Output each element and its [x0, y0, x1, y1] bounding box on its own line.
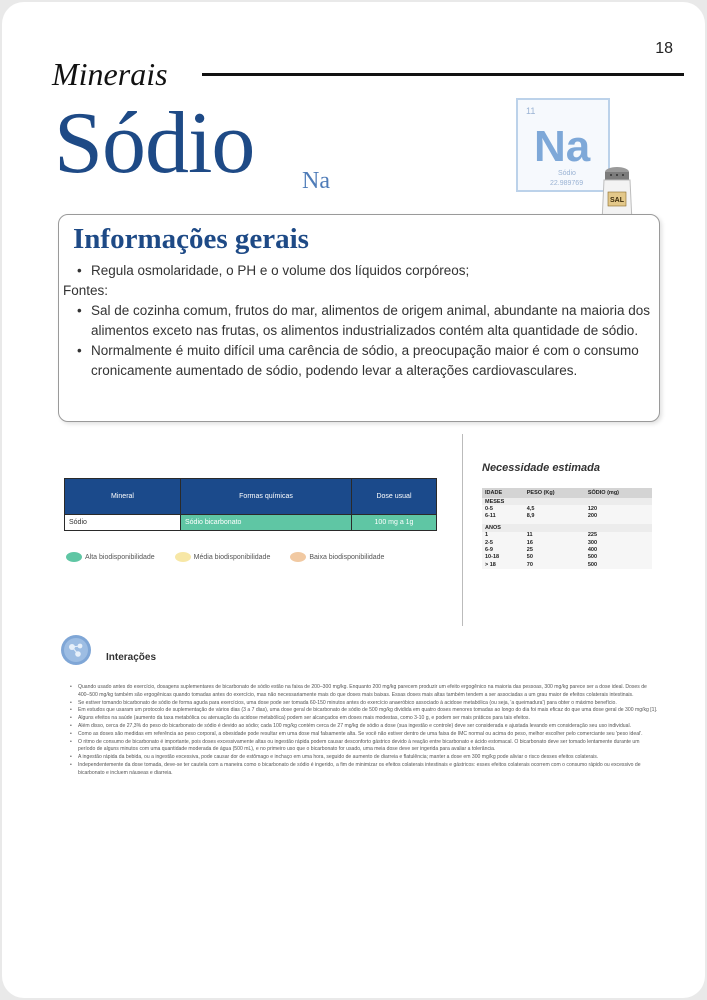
table-row — [482, 505, 652, 512]
legend-swatch — [175, 552, 191, 562]
list-item: • Além disso, cerca de 27,3% do peso do bicarbonato de sódio é devido ao sódio; cada 100 mg/kg contém cerca de 27 mg/kg de sódio a dose (sua ingestão e controle) deve ser considerada e ajustada levando em consideração seu uso individual. — [68, 723, 658, 731]
table-cell: 2-5 — [482, 539, 524, 546]
table-cell: 50 — [524, 554, 585, 561]
table-row — [482, 554, 652, 561]
table-row — [482, 561, 652, 568]
table-cell: 225 — [585, 532, 652, 539]
table-cell: 400 — [585, 546, 652, 553]
list-item: • Em estudos que usaram um protocolo de suplementação de vários dias (3 a 7 dias), uma dose geral de bicarbonato de sódio de 500 mg/kg dividida em quatro doses menores tomadas ao longo do dia foi mais eficaz do que uma dose geral de 300 mg/kg [1]. — [68, 707, 658, 715]
list-item: • Se estiver tomando bicarbonato de sódio de forma aguda para exercícios, uma dose pode ser tomada 60-150 minutos antes do exercício anaeróbico associado à acidose metabólica (ou seja, 'a queimadura') para obter o máximo benefício. — [68, 700, 658, 708]
fontes-bullet: • Sal de cozinha comum, frutos do mar, alimentos de origem animal, abundante na maioria dos alimentos exceto nas frutas, os alimentos industrializados contém alta quantidade de sódio. — [63, 301, 655, 341]
group-label: MESES — [482, 498, 652, 505]
table-cell: 11 — [524, 532, 585, 539]
table-row — [482, 539, 652, 546]
table-cell: 100 mg a 1g — [352, 515, 437, 531]
table-cell: Sódio bicarbonato — [181, 515, 352, 531]
table-cell: Sódio — [65, 515, 181, 531]
header-rule — [202, 73, 684, 76]
table-cell: 500 — [585, 554, 652, 561]
table-cell: 120 — [585, 505, 652, 512]
table-row — [482, 546, 652, 553]
table-cell: 10-18 — [482, 554, 524, 561]
periodic-element-tile — [516, 98, 610, 192]
legend-item — [175, 552, 271, 562]
table-header: Dose usual — [352, 479, 437, 515]
table-header: Mineral — [65, 479, 181, 515]
element-atomic-mass: 22.989769 — [550, 180, 584, 187]
legend-swatch — [66, 552, 82, 562]
info-title: Informações gerais — [73, 223, 309, 255]
salt-jar-label: SAL — [610, 197, 624, 204]
table-cell: 6-9 — [482, 546, 524, 553]
molecule-icon — [60, 634, 92, 666]
list-item: • Alguns efeitos na saúde (aumento da taxa metabólica ou atenuação da acidose metabólica) podem ser alcançados em doses mais modestas, como 3-10 g, e podem ser mais práticos para tais efeitos. — [68, 715, 658, 723]
element-atomic-number: 11 — [526, 106, 536, 116]
table-row — [482, 513, 652, 520]
vertical-divider — [462, 434, 463, 626]
table-header: PESO (Kg) — [524, 488, 585, 498]
element-symbol-subscript: Na — [302, 168, 330, 194]
list-item: • Independentemente da dose tomada, deve-se ter cautela com a maneira como o bicarbonato de sódio é ingerido, a fim de minimizar os efeitos colaterais intestinais e gástricos: esses efeitos colaterais ocorrem com o consumo rápido ou excessivo de bicarbonato e incluem náuseas e diarreia. — [68, 762, 658, 778]
table-cell: 25 — [524, 546, 585, 553]
legend-item — [66, 552, 155, 562]
fontes-bullet: • Normalmente é muito difícil uma carência de sódio, a preocupação maior é com o consumo cronicamente aumentado de sódio, podendo levar a alterações cardiovasculares. — [63, 341, 655, 381]
list-item: • A ingestão rápida da bebida, ou a ingestão excessiva, pode causar dor de estômago e inchaço em uma hora, seguido de aumento de diarreia e flatulência; manter a dose em 300 mg/kg pode aliviar o risco desses efeitos colaterais. — [68, 754, 658, 762]
table-row — [65, 515, 437, 531]
fontes-label: Fontes: — [63, 283, 109, 298]
interactions-list — [68, 684, 658, 778]
legend-label: Média biodisponibilidade — [193, 553, 271, 561]
table-cell: 1 — [482, 532, 524, 539]
info-bullet: • Regula osmolaridade, o PH e o volume dos líquidos corpóreos; — [63, 261, 655, 281]
table-row — [482, 532, 652, 539]
table-cell: 200 — [585, 513, 652, 520]
need-title: Necessidade estimada — [482, 462, 601, 474]
group-label: ANOS — [482, 524, 652, 531]
table-header: SÓDIO (mg) — [585, 488, 652, 498]
bioavailability-legend — [66, 552, 384, 562]
legend-item — [290, 552, 384, 562]
table-cell: 6-11 — [482, 513, 524, 520]
legend-label: Baixa biodisponibilidade — [309, 553, 385, 561]
table-cell: 8,9 — [524, 513, 585, 520]
table-cell: 300 — [585, 539, 652, 546]
table-cell: 16 — [524, 539, 585, 546]
chemical-forms-table — [64, 478, 437, 531]
table-cell: 70 — [524, 561, 585, 568]
section-label: Minerais — [52, 56, 168, 92]
table-cell: 500 — [585, 561, 652, 568]
table-cell: 4,5 — [524, 505, 585, 512]
table-header: IDADE — [482, 488, 524, 498]
element-symbol: Na — [534, 122, 591, 171]
interactions-title: Interações — [106, 652, 157, 663]
legend-label: Alta biodisponibilidade — [85, 553, 155, 561]
table-cell: 0-5 — [482, 505, 524, 512]
table-header: Formas químicas — [181, 479, 352, 515]
document-page — [2, 2, 705, 998]
info-body — [63, 261, 655, 381]
list-item: • Como as doses são medidas em referência ao peso corporal, a obesidade pode resultar em uma dose mal falsamente alta. Se você não estiver dentro de uma faixa de IMC normal ou acima do peso, melhor escolher pelo comerciante seu 'peso ideal'. — [68, 731, 658, 739]
table-cell: > 18 — [482, 561, 524, 568]
list-item: • Quando usado antes do exercício, dosagens suplementares de bicarbonato de sódio estão na faixa de 200–300 mg/kg. Enquanto 200 mg/kg parecem produzir um efeito ergogênico na maioria das pessoas, 300 mg/kg parece ser a dose ideal. Doses de 400–500 mg/kg também são ergogênicas quando tomadas antes do exercício, mas não necessariamente mais do que doses mais baixas. Essas doses mais altas também tendem a ser associadas a um grau maior de efeitos colaterais intestinais. — [68, 684, 658, 700]
general-info-box — [58, 214, 660, 422]
list-item: • O ritmo de consumo de bicarbonato é importante, pois doses excessivamente altas ou ingestão rápida podem causar desconforto gástrico devido à reação entre bicarbonato e ácido estomacal. O bicarbonato deve ser tomado lentamente durante um período de alguns minutos com uma quantidade moderada de água (500 mL), e no primeiro uso que o bicarbonato for usado, uma meia dose deve ser ingerida para avaliar a tolerância. — [68, 739, 658, 755]
page-title: Sódio — [54, 95, 255, 192]
legend-swatch — [290, 552, 306, 562]
page-number: 18 — [655, 40, 673, 57]
element-name: Sódio — [558, 170, 576, 177]
estimated-need-table — [482, 488, 652, 569]
